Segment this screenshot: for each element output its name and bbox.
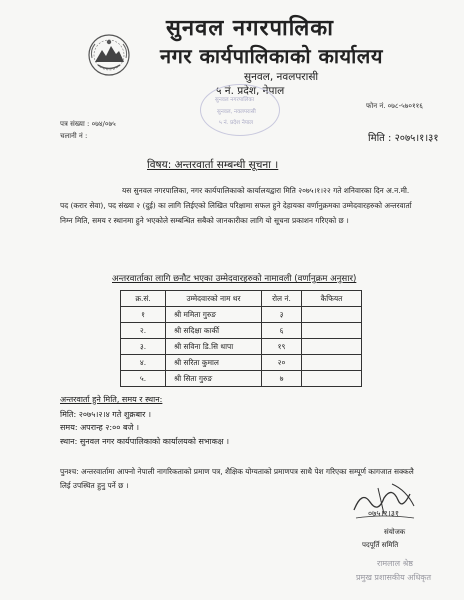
dispatch-number: चलानी नं : [60, 132, 88, 140]
cell-remarks [302, 307, 362, 323]
stamp-text-bottom: ५ नं. प्रदेश नेपाल [219, 120, 254, 126]
handwritten-signature-icon [348, 480, 420, 522]
cell-remarks [302, 339, 362, 355]
cell-roll: १९ [262, 339, 302, 355]
office-address: सुनवल, नवलपरासी [244, 71, 319, 83]
candidate-table [120, 290, 362, 387]
signatory-post: प्रमुख प्रशासकीय अधिकृत [356, 573, 432, 582]
cell-name: श्री सरिता कुमाल [166, 355, 262, 371]
signatory-committee: पदपूर्ति समिति [362, 541, 399, 549]
cell-serial: ३. [121, 339, 166, 355]
interview-heading: अन्तरवार्ता हुने मिति, समय र स्थान: [60, 395, 163, 404]
header-roll-number: रोल नं. [262, 291, 302, 307]
header-serial: क्र.सं. [121, 291, 166, 307]
office-province: ५ नं. प्रदेश, नेपाल [216, 85, 285, 97]
cell-remarks [302, 371, 362, 387]
notice-paragraph: यस सुनवल नगरपालिका, नगर कार्यपालिकाको कार्यालयद्वारा मिति २०७५।१।२२ गते शनिवारका दिन अ.न.मी. पद (करार सेवा), पद संख्या २ (दुई) का लागि लिईएको लिखित परिक्षामा सफल हुने देहायका वर्णानुक्रमका उम्मेदवारहरुको अन्तरवार्ता निम्न मिति, समय र स्थानमा हुने भएकोले सम्बन्धित सबैको जानकारीका लागि यो सूचना प्रकाशन गरिएको छ । [60, 186, 412, 225]
table-row [121, 371, 362, 387]
nepal-government-emblem-icon [86, 32, 132, 78]
table-row [121, 339, 362, 355]
cell-serial: ४. [121, 355, 166, 371]
cell-roll: ३ [262, 307, 302, 323]
cell-name: श्री सदिक्षा कार्की [166, 323, 262, 339]
cell-serial: ५. [121, 371, 166, 387]
notice-date: मिति : २०७५।१।३१ [368, 133, 439, 144]
cell-serial: २. [121, 323, 166, 339]
reference-number: पत्र संख्या : ०७४/०७५ [60, 120, 116, 128]
table-header-row [121, 291, 362, 307]
header-candidate-name: उम्मेदवारको नाम थर [166, 291, 262, 307]
interview-time: समय: अपरान्ह २:०० बजे । [60, 423, 140, 432]
municipality-name: सुनवल नगरपालिका [166, 16, 334, 41]
signatory-name: रामलाल श्रेष्ठ [377, 559, 413, 568]
cell-remarks [302, 323, 362, 339]
cell-roll: ७ [262, 371, 302, 387]
cell-name: श्री ममिता गुरुङ [166, 307, 262, 323]
signature-date: ०७५।१।३१ [368, 509, 400, 518]
stamp-text-top: सुनवल नगरपालिका [215, 97, 255, 103]
interview-date: मिति: २०७५।२।४ गते शुक्रबार । [60, 410, 151, 419]
interview-place: स्थान: सुनवल नगर कार्यपालिकाको कार्यालयको सभाकक्ष । [60, 437, 230, 446]
cell-name: श्री सिता गुरुङ [166, 371, 262, 387]
cell-remarks [302, 355, 362, 371]
office-stamp [200, 84, 280, 136]
table-row [121, 355, 362, 371]
signatory-title: संयोजक [384, 528, 406, 536]
cell-name: श्री सविना डि.सि थापा [166, 339, 262, 355]
phone-number: फोन नं. ०७८-५७०११६ [366, 102, 423, 110]
table-row [121, 323, 362, 339]
cell-serial: १ [121, 307, 166, 323]
candidate-table-caption: अन्तरवार्ताका लागि छनौट भएका उम्मेदवारहरुको नामावली (वर्णानुक्रम अनुसार) [112, 274, 357, 284]
header-remarks: कैफियत [302, 291, 362, 307]
notice-subject: विषय: अन्तरवार्ता सम्बन्धी सूचना । [147, 159, 279, 171]
table-row [121, 307, 362, 323]
postscript-paragraph: पुनश्च: अन्तरवार्तामा आफ्नो नेपाली नागरिकताको प्रमाण पत्र, शैक्षिक योग्यताको प्रमाणपत्र साथै पेश गरिएका सम्पूर्ण कागजात सक्कलै लिई उपस्थित हुनु पर्ने छ । [60, 467, 414, 490]
stamp-text-mid: सुनवल, नवलपरासी [217, 109, 256, 115]
office-name: नगर कार्यपालिकाको कार्यालय [160, 44, 383, 68]
cell-roll: २० [262, 355, 302, 371]
cell-roll: ६ [262, 323, 302, 339]
